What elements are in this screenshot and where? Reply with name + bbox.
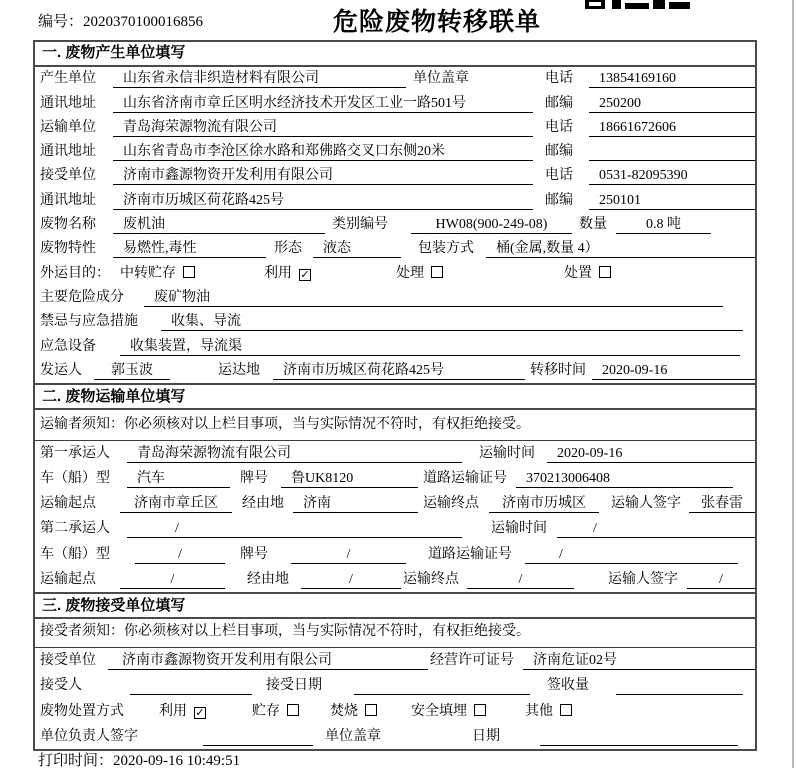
- disposal-option-other: [525, 703, 572, 721]
- carrier-sign-label: 运输人签字: [611, 496, 681, 512]
- transport-zip-value: [589, 143, 755, 161]
- receiver-notice: 接受者须知：你必须核对以上栏目事项，当与实际情况不符时，有权拒绝接受。: [40, 623, 530, 639]
- form-row: [35, 140, 755, 164]
- manifest-code-label: 编号：: [38, 14, 84, 30]
- phone-label: 电话: [545, 119, 573, 135]
- transfer-time-label: 转移时间: [530, 362, 586, 378]
- form-row: [35, 213, 755, 237]
- addr-label: 通讯地址: [40, 95, 96, 111]
- carrier2-label: 第二承运人: [40, 521, 110, 537]
- endpoint1-value: 济南市历城区: [489, 495, 599, 513]
- checkbox-checked-icon: ✓: [300, 267, 310, 281]
- checkbox-icon: [560, 704, 572, 716]
- form-row: [35, 698, 755, 723]
- section1-title: 一. 废物产生单位填写: [35, 42, 755, 67]
- transport-time-label: 运输时间: [491, 521, 547, 537]
- license-label: 经营许可证号: [430, 653, 514, 669]
- leader-sign-label: 单位负责人签字: [40, 728, 138, 744]
- form-row: [35, 724, 755, 749]
- receive-unit-value: 济南市鑫源物资开发利用有限公司: [108, 652, 428, 670]
- carrier2-value: /: [127, 520, 462, 538]
- carrier1-label: 第一承运人: [40, 446, 110, 462]
- qr-code-fragment: [585, 0, 695, 10]
- form-row: [35, 237, 755, 261]
- plate-label: 牌号: [240, 546, 268, 562]
- category-label: 类别编号: [332, 217, 388, 233]
- zip-label: 邮编: [545, 192, 573, 208]
- zip-label: 邮编: [545, 95, 573, 111]
- option-label: 安全填埋: [411, 703, 467, 719]
- qty-label: 数量: [579, 217, 607, 233]
- form-row: [35, 164, 755, 188]
- package-label: 包装方式: [418, 241, 474, 257]
- form-row: [35, 359, 755, 383]
- phone-label: 电话: [545, 71, 573, 87]
- equipment-label: 应急设备: [40, 338, 96, 354]
- produce-zip-value: 250200: [589, 95, 755, 113]
- section2-body: [35, 410, 755, 592]
- carrier1-value: 青岛海荣源物流有限公司: [127, 445, 462, 463]
- license-value: 济南危证02号: [523, 652, 755, 670]
- leader-sign-value: [203, 728, 313, 746]
- origin1-value: 济南市章丘区: [120, 495, 232, 513]
- disposal-option-incinerate: [330, 703, 377, 721]
- produce-unit-value: 山东省永信非织造材料有限公司: [113, 70, 406, 88]
- manifest-code-value: 2020370100016856: [83, 14, 204, 30]
- form-state-value: 液态: [313, 240, 401, 258]
- option-label: 处理: [396, 265, 424, 281]
- receiver-notice-row: [35, 619, 755, 648]
- form-row: [35, 516, 755, 541]
- disposal-option-storage: [252, 703, 299, 721]
- form-state-label: 形态: [274, 241, 302, 257]
- receiver-value: [130, 677, 252, 695]
- page-edge-line: [792, 0, 794, 768]
- purpose-label: 外运目的：: [40, 265, 110, 281]
- taboo-value: 收集、导流: [161, 313, 743, 331]
- option-label: 利用: [264, 265, 292, 281]
- form-row: [35, 188, 755, 212]
- origin-label: 运输起点: [40, 496, 96, 512]
- receive-phone-value: 0531-82095390: [589, 167, 755, 185]
- origin2-value: /: [120, 571, 225, 589]
- checkbox-icon: [287, 704, 299, 716]
- unit-seal-label: 单位盖章: [413, 71, 469, 87]
- origin-label: 运输起点: [40, 571, 96, 587]
- disposal-option-landfill: [411, 703, 486, 721]
- qty-value: 0.8 吨: [616, 216, 711, 234]
- transport-time-label: 运输时间: [479, 446, 535, 462]
- manifest-form: [33, 40, 757, 751]
- destination-value: 济南市历城区荷花路425号: [273, 362, 525, 380]
- transport-addr-value: 山东省青岛市李沧区徐水路和郑佛路交叉口东侧20米: [113, 143, 533, 161]
- receive-date-value: [354, 677, 530, 695]
- character-label: 废物特性: [40, 241, 96, 257]
- produce-phone-value: 13854169160: [589, 70, 755, 88]
- plate1-value: 鲁UK8120: [281, 470, 418, 488]
- waste-name-label: 废物名称: [40, 217, 96, 233]
- option-label: 贮存: [252, 703, 280, 719]
- vehicle-type-label: 车（船）型: [40, 471, 110, 487]
- sign2-value: /: [687, 571, 755, 589]
- via-label: 经由地: [247, 571, 289, 587]
- signed-qty-label: 签收量: [547, 678, 589, 694]
- endpoint-label: 运输终点: [423, 496, 479, 512]
- date-value: [540, 728, 738, 746]
- section1-body: [35, 67, 755, 383]
- transfer-time-value: 2020-09-16: [592, 362, 755, 380]
- transport-time2-value: /: [557, 520, 755, 538]
- addr-label: 通讯地址: [40, 144, 96, 160]
- disposal-option-use: [159, 703, 206, 721]
- endpoint2-value: /: [467, 571, 574, 589]
- receiver-label: 接受人: [40, 678, 82, 694]
- hazard-value: 废矿物油: [144, 289, 723, 307]
- receive-zip-value: 250101: [589, 192, 755, 210]
- taboo-label: 禁忌与应急措施: [40, 314, 138, 330]
- addr-label: 通讯地址: [40, 192, 96, 208]
- endpoint-label: 运输终点: [403, 571, 459, 587]
- section2-title: 二. 废物运输单位填写: [35, 383, 755, 410]
- vehicle2-value: /: [135, 546, 225, 564]
- vehicle1-value: 汽车: [127, 470, 230, 488]
- section3-body: [35, 619, 755, 749]
- via-label: 经由地: [242, 496, 284, 512]
- form-row: [35, 466, 755, 491]
- vehicle-type-label: 车（船）型: [40, 546, 110, 562]
- section3-title: 三. 废物接受单位填写: [35, 592, 755, 619]
- carrier-notice-row: [35, 410, 755, 441]
- option-label: 处置: [564, 265, 592, 281]
- option-label: 利用: [159, 703, 187, 719]
- form-row: [35, 541, 755, 566]
- plate-label: 牌号: [240, 471, 268, 487]
- form-row: [35, 334, 755, 358]
- checkbox-icon: [599, 266, 611, 278]
- road2-value: /: [525, 546, 738, 564]
- checkbox-icon: [365, 704, 377, 716]
- purpose-option-transfer-storage: [120, 265, 195, 283]
- produce-addr-value: 山东省济南市章丘区明水经济技术开发区工业一路501号: [113, 95, 533, 113]
- equipment-value: 收集装置，导流渠: [120, 338, 740, 356]
- form-row: [35, 310, 755, 334]
- option-label: 其他: [525, 703, 553, 719]
- waste-name-value: 废机油: [113, 216, 325, 234]
- form-row: [35, 491, 755, 516]
- sign1-value: 张春雷: [689, 495, 755, 513]
- form-row: [35, 648, 755, 673]
- purpose-option-treat: [396, 265, 443, 283]
- print-time-value: 2020-09-16 10:49:51: [113, 753, 241, 768]
- form-row: [35, 261, 755, 285]
- receive-date-label: 接受日期: [266, 678, 322, 694]
- sender-value: 郭玉波: [94, 362, 170, 380]
- receive-unit-value: 济南市鑫源物资开发利用有限公司: [113, 167, 533, 185]
- destination-label: 运达地: [218, 362, 260, 378]
- print-time-label: 打印时间：: [38, 753, 114, 768]
- character-value: 易燃性,毒性: [113, 240, 266, 258]
- phone-label: 电话: [545, 168, 573, 184]
- receive-addr-value: 济南市历城区荷花路425号: [113, 192, 533, 210]
- carrier-sign-label: 运输人签字: [608, 571, 678, 587]
- purpose-option-dispose: [564, 265, 611, 283]
- option-label: 中转贮存: [120, 265, 176, 281]
- road-permit-label: 道路运输证号: [423, 471, 507, 487]
- option-label: 焚烧: [330, 703, 358, 719]
- form-row: [35, 567, 755, 592]
- form-row: [35, 286, 755, 310]
- page-title: 危险废物转移联单: [332, 8, 542, 36]
- transport-time1-value: 2020-09-16: [547, 445, 755, 463]
- signed-qty-value: [616, 677, 743, 695]
- category-value: HW08(900-249-08): [411, 216, 572, 234]
- manifest-code: [38, 10, 203, 31]
- produce-unit-label: 产生单位: [40, 71, 96, 87]
- road1-value: 370213006408: [516, 470, 733, 488]
- form-row: [35, 67, 755, 91]
- transport-phone-value: 18661672606: [589, 119, 755, 137]
- unit-seal-label: 单位盖章: [325, 728, 381, 744]
- form-row: [35, 673, 755, 698]
- disposal-label: 废物处置方式: [40, 703, 124, 719]
- package-value: 桶(金属,数量 4）: [486, 240, 755, 258]
- via1-value: 济南: [293, 495, 418, 513]
- checkbox-icon: [474, 704, 486, 716]
- transport-unit-label: 运输单位: [40, 119, 96, 135]
- carrier-notice: 运输者须知：你必须核对以上栏目事项，当与实际情况不符时，有权拒绝接受。: [40, 416, 530, 432]
- print-time: [38, 749, 240, 768]
- form-row: [35, 116, 755, 140]
- checkbox-icon: [183, 266, 195, 278]
- form-row: [35, 91, 755, 115]
- form-row: [35, 441, 755, 466]
- checkbox-checked-icon: ✓: [195, 705, 205, 719]
- purpose-option-use: [264, 265, 311, 283]
- date-label: 日期: [472, 728, 500, 744]
- zip-label: 邮编: [545, 144, 573, 160]
- receive-unit-label: 接受单位: [40, 653, 96, 669]
- hazard-label: 主要危险成分: [40, 289, 124, 305]
- sender-label: 发运人: [40, 362, 82, 378]
- via2-value: /: [301, 571, 401, 589]
- receive-unit-label: 接受单位: [40, 168, 96, 184]
- checkbox-icon: [431, 266, 443, 278]
- road-permit-label: 道路运输证号: [428, 546, 512, 562]
- plate2-value: /: [291, 546, 406, 564]
- transport-unit-value: 青岛海荣源物流有限公司: [113, 119, 533, 137]
